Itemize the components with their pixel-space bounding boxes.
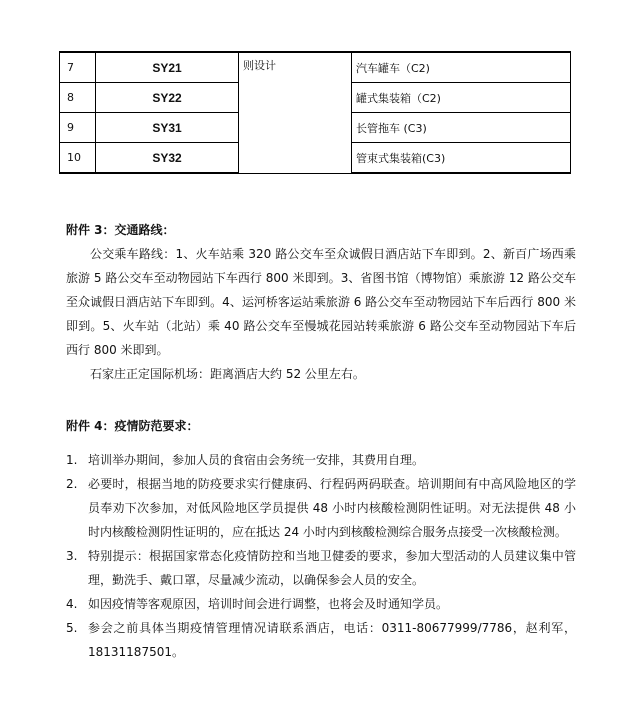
- list-number: 1.: [66, 453, 78, 467]
- equipment-code: SY21: [96, 52, 239, 83]
- equipment-code: SY32: [96, 143, 239, 174]
- bus-routes-paragraph: 公交乘车路线：1、火车站乘 320 路公交车至众诚假日酒店站下车即到。2、新百广场西乘旅游 5 路公交车至动物园站下车西行 800 米即到。3、省图书馆（博物馆）乘旅游 12 路公交车至众诚假日酒店站下车即到。4、运河桥客运站乘旅游 6 路公交车至动物园站下车后西行 800 米即到。5、火车站（北站）乘 40 路公交车至慢城花园站转乘旅游 6 路公交车至动物园站下车后西行 800 米即到。: [66, 247, 576, 357]
- equipment-name: 罐式集装箱（C2): [352, 83, 571, 113]
- equipment-code: SY31: [96, 113, 239, 143]
- appendix-4-heading: 附件 4：疫情防范要求：: [66, 419, 199, 433]
- list-number: 5.: [66, 621, 78, 635]
- list-item-text: 必要时，根据当地的防疫要求实行健康码、行程码两码联查。培训期间有中高风险地区的学员奉劝下次参加，对低风险地区学员提供 48 小时内核酸检测阴性证明。对无法提供 48 小时内核酸检测阴性证明的，应在抵达 24 小时内到核酸检测综合服务点接受一次核酸检测。: [88, 477, 576, 539]
- list-item: [66, 592, 576, 616]
- list-item: [66, 616, 576, 664]
- equipment-table: [59, 51, 571, 174]
- row-number: 10: [60, 143, 96, 174]
- row-number: 7: [60, 52, 96, 83]
- appendix-3-heading: 附件 3：交通路线：: [66, 223, 175, 237]
- equipment-code: SY22: [96, 83, 239, 113]
- equipment-name: 管束式集装箱(C3): [352, 143, 571, 174]
- appendix-4-section: [66, 414, 576, 664]
- list-item: [66, 544, 576, 592]
- list-number: 4.: [66, 597, 78, 611]
- equipment-name: 长管拖车 (C3): [352, 113, 571, 143]
- table-row: [60, 52, 571, 83]
- list-item-text: 特别提示：根据国家常态化疫情防控和当地卫健委的要求，参加大型活动的人员建议集中管理，勤洗手、戴口罩，尽量减少流动，以确保参会人员的安全。: [88, 549, 576, 587]
- list-number: 2.: [66, 477, 78, 491]
- list-number: 3.: [66, 549, 78, 563]
- list-item-text: 培训举办期间，参加人员的食宿由会务统一安排，其费用自理。: [88, 453, 425, 467]
- list-item: [66, 472, 576, 544]
- list-item-text: 参会之前具体当期疫情管理情况请联系酒店，电话：0311-80677999/7786，赵利军，18131187501。: [88, 621, 576, 659]
- equipment-name: 汽车罐车（C2): [352, 52, 571, 83]
- merged-requirement-cell: 则设计: [239, 52, 352, 173]
- appendix-3-section: [66, 218, 576, 386]
- list-item: [66, 448, 576, 472]
- epidemic-requirements-list: [66, 448, 576, 664]
- airport-paragraph: 石家庄正定国际机场：距离酒店大约 52 公里左右。: [90, 367, 365, 381]
- row-number: 8: [60, 83, 96, 113]
- list-item-text: 如因疫情等客观原因，培训时间会进行调整，也将会及时通知学员。: [88, 597, 449, 611]
- row-number: 9: [60, 113, 96, 143]
